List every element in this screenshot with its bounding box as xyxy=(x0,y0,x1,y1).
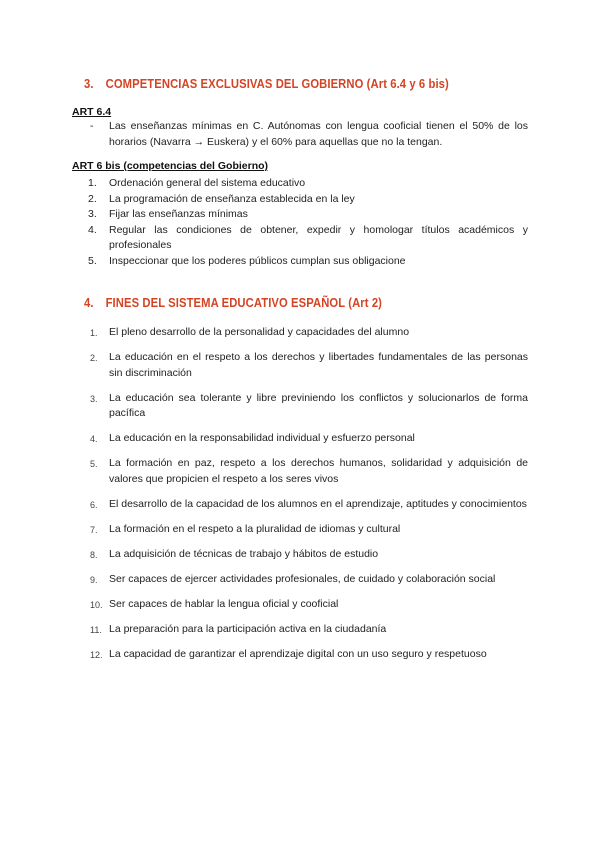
art-6-4-item-text: Las enseñanzas mínimas en C. Autónomas con lengua cooficial tienen el 50% de los horarios (Navarra → Euskera) y el 60% para aquellas que no la tengan. xyxy=(109,120,528,148)
list-item-number: 3. xyxy=(90,393,98,404)
list-item xyxy=(88,223,528,254)
list-item-text: La adquisición de técnicas de trabajo y hábitos de estudio xyxy=(109,547,379,560)
list-item-number: 2. xyxy=(88,192,97,205)
section-4-title: FINES DEL SISTEMA EDUCATIVO ESPAÑOL (Art 2) xyxy=(105,296,382,310)
list-item xyxy=(88,254,528,270)
section-4-number: 4. xyxy=(84,296,94,310)
list-item xyxy=(88,207,528,223)
list-item-text: La formación en el respeto a la pluralidad de idiomas y cultural xyxy=(109,522,401,535)
list-item-text: La programación de enseñanza establecida en la ley xyxy=(109,192,355,205)
list-item-text: La preparación para la participación activa en la ciudadanía xyxy=(109,622,387,635)
section-4-heading xyxy=(84,296,382,310)
section-3-number: 3. xyxy=(84,77,94,91)
list-item-number: 10. xyxy=(90,599,103,610)
list-item xyxy=(88,192,528,208)
fines-list xyxy=(90,325,528,672)
list-item xyxy=(90,325,528,341)
list-item-text: Ser capaces de ejercer actividades profesionales, de cuidado y colaboración social xyxy=(109,572,496,585)
list-item-text: La capacidad de garantizar el aprendizaje digital con un uso seguro y respetuoso xyxy=(109,647,487,660)
list-item-number: 7. xyxy=(90,524,98,535)
list-item xyxy=(90,431,528,447)
list-item xyxy=(88,176,528,192)
list-item xyxy=(90,497,528,513)
list-item-text: El pleno desarrollo de la personalidad y capacidades del alumno xyxy=(109,326,410,338)
list-item xyxy=(90,350,528,381)
art-6-bis-list xyxy=(88,176,528,269)
list-item-number: 1. xyxy=(90,328,98,338)
list-item xyxy=(90,597,528,613)
list-item xyxy=(90,547,528,563)
list-item-number: 5. xyxy=(88,254,97,267)
art-6-4-heading: ART 6.4 xyxy=(72,106,112,118)
section-3-heading xyxy=(84,77,449,91)
list-item-text: Regular las condiciones de obtener, expedir y homologar títulos académicos y profesionales xyxy=(109,223,528,251)
list-item-number: 8. xyxy=(90,549,98,560)
list-item-text: Fijar las enseñanzas mínimas xyxy=(109,208,248,220)
list-item-number: 4. xyxy=(88,223,97,236)
list-item-number: 9. xyxy=(90,574,98,585)
list-item-number: 4. xyxy=(90,434,98,444)
list-item-number: 11. xyxy=(90,624,102,635)
list-item-text: La educación en la responsabilidad individual y esfuerzo personal xyxy=(109,432,415,444)
list-item-text: Inspeccionar que los poderes públicos cumplan sus obligacione xyxy=(109,254,406,267)
list-item xyxy=(90,456,528,487)
list-item-text: Ser capaces de hablar la lengua oficial y cooficial xyxy=(109,597,339,610)
list-item-number: 5. xyxy=(90,459,98,469)
list-item-number: 1. xyxy=(88,177,97,189)
list-item xyxy=(90,647,528,663)
list-item-text: La formación en paz, respeto a los derechos humanos, solidaridad y adquisición de valores que propicien el respeto a los seres vivos xyxy=(109,457,528,485)
list-item-number: 12. xyxy=(90,649,103,660)
list-item xyxy=(90,622,528,638)
list-item xyxy=(90,572,528,588)
list-item xyxy=(90,522,528,538)
list-item-number: 3. xyxy=(88,208,97,220)
list-item-number: 6. xyxy=(90,499,98,510)
list-item-text: Ordenación general del sistema educativo xyxy=(109,177,306,189)
list-item-text: La educación en el respeto a los derechos y libertades fundamentales de las personas sin discriminación xyxy=(109,351,528,379)
dash-bullet: - xyxy=(90,120,94,132)
list-item xyxy=(90,391,528,422)
section-3-title: COMPETENCIAS EXCLUSIVAS DEL GOBIERNO (Art 6.4 y 6 bis) xyxy=(105,77,449,91)
list-item-text: La educación sea tolerante y libre previniendo los conflictos y solucionarlos de forma pacífica xyxy=(109,391,528,419)
list-item-text: El desarrollo de la capacidad de los alumnos en el aprendizaje, aptitudes y conocimientos xyxy=(109,497,527,510)
art-6-4-item xyxy=(90,119,528,150)
list-item-number: 2. xyxy=(90,353,98,363)
art-6-bis-heading: ART 6 bis (competencias del Gobierno) xyxy=(72,160,269,172)
